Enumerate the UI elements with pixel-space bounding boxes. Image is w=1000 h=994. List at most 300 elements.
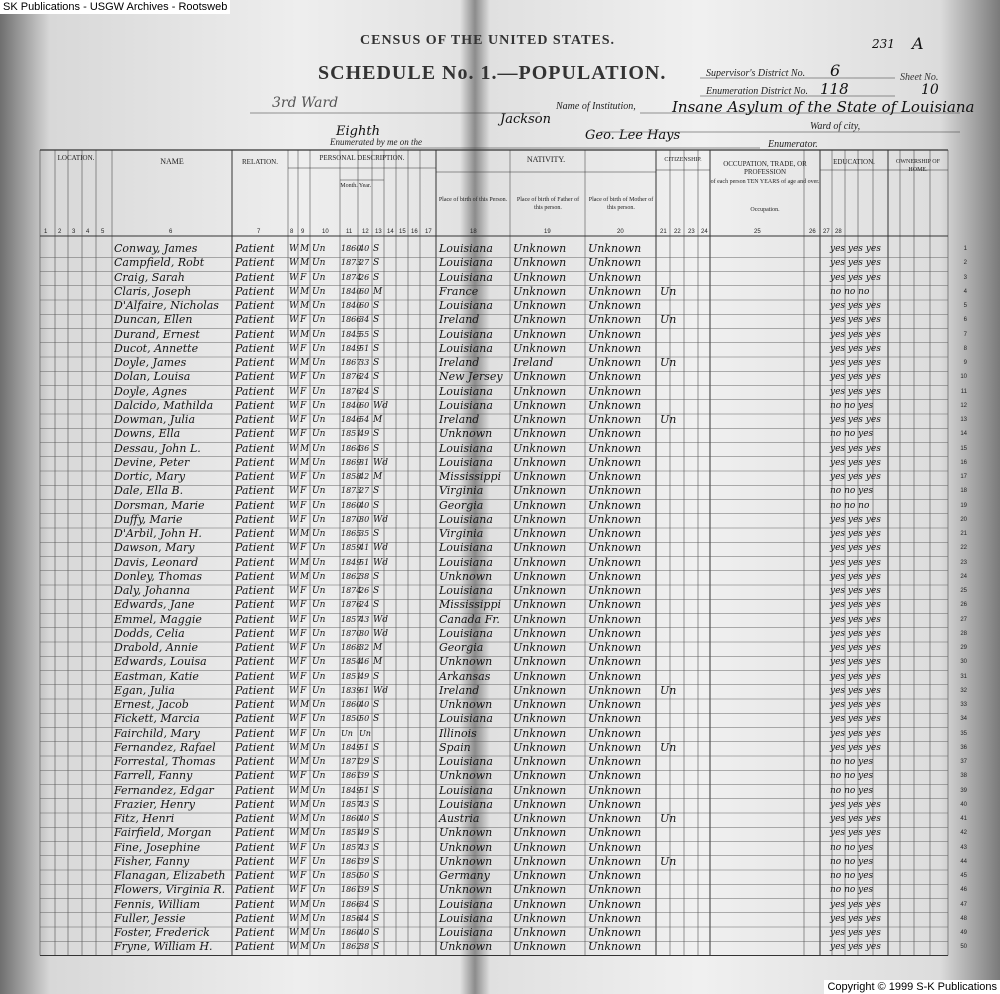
line-number: 14: [960, 431, 967, 438]
mother-birthplace-cell: Unknown: [588, 541, 642, 555]
relation-cell: Patient: [235, 797, 275, 811]
birth-month-cell: Un: [312, 415, 326, 425]
conjugal-cell: S: [373, 913, 380, 924]
line-number: 18: [960, 488, 967, 495]
education-cell: no no yes: [830, 785, 874, 796]
birth-month-cell: Un: [312, 315, 326, 326]
birthplace-cell: Germany: [439, 869, 490, 882]
sex-cell: F: [300, 500, 307, 511]
father-birthplace-cell: Unknown: [513, 626, 567, 640]
sex-cell: F: [300, 685, 307, 696]
person-name: D'Alfaire, Nicholas: [114, 299, 219, 312]
line-number: 49: [960, 930, 967, 936]
color-cell: W: [289, 771, 299, 782]
column-number: 25: [754, 229, 761, 235]
father-birthplace-cell: Unknown: [513, 783, 567, 797]
sex-cell: F: [300, 771, 307, 782]
age-cell: 49: [359, 671, 370, 681]
conjugal-cell: S: [373, 856, 380, 867]
age-cell: 51: [359, 557, 370, 567]
column-number: 24: [701, 229, 708, 235]
conjugal-cell: S: [373, 771, 380, 782]
birth-month-cell: Un: [312, 486, 326, 497]
age-cell: 34: [359, 899, 370, 909]
line-number: 32: [960, 687, 967, 694]
birthplace-cell: Unknown: [439, 569, 493, 583]
birth-month-cell: Un: [312, 614, 326, 625]
birth-year-cell: Un: [341, 728, 353, 738]
color-cell: W: [289, 628, 299, 639]
mother-birthplace-cell: Unknown: [588, 883, 642, 897]
column-ownership-header: OWNERSHIP OF HOME.: [896, 159, 940, 173]
line-number: 15: [960, 445, 967, 452]
person-name: Dodds, Celia: [114, 626, 185, 640]
conjugal-cell: S: [373, 443, 380, 454]
relation-cell: Patient: [235, 698, 275, 711]
birth-month-cell: Un: [312, 742, 326, 753]
person-name: Duffy, Marie: [114, 512, 183, 526]
education-cell: no no yes: [830, 856, 874, 867]
person-name: Craig, Sarah: [114, 270, 185, 284]
color-cell: W: [289, 301, 299, 311]
birthplace-cell: Unknown: [439, 698, 493, 711]
person-name: Fernandez, Rafael: [114, 740, 216, 754]
ward-label: Ward of city,: [810, 121, 861, 132]
sex-cell: F: [300, 728, 307, 739]
father-birthplace-cell: Unknown: [513, 313, 567, 327]
birthplace-cell: Unknown: [439, 655, 493, 669]
mother-birthplace-cell: Unknown: [588, 313, 642, 327]
column-number: 22: [674, 229, 681, 235]
line-number: 43: [960, 844, 967, 851]
sex-cell: F: [300, 856, 307, 867]
color-cell: W: [289, 329, 299, 340]
birth-month-cell: Un: [312, 272, 326, 283]
column-occupation-sub-header: of each person TEN YEARS of age and over.: [710, 179, 820, 185]
column-number: 8: [290, 229, 294, 235]
conjugal-cell: S: [373, 244, 380, 254]
sex-cell: F: [300, 628, 307, 639]
conjugal-cell: S: [373, 600, 380, 611]
birth-month-cell: Un: [312, 814, 326, 824]
conjugal-cell: S: [373, 942, 380, 953]
enumerator-label: Enumerator.: [768, 139, 818, 150]
father-birthplace-cell: Unknown: [513, 926, 567, 939]
conjugal-cell: S: [373, 814, 380, 824]
person-name: Devine, Peter: [114, 455, 190, 469]
person-name: Dalcido, Mathilda: [114, 398, 214, 412]
conjugal-cell: M: [373, 657, 383, 668]
education-cell: no no yes: [830, 871, 874, 881]
birth-year-cell: 1860: [341, 700, 362, 709]
conjugal-cell: Wd: [373, 614, 389, 625]
birthplace-cell: Arkansas: [439, 669, 491, 683]
sex-cell: M: [300, 457, 310, 468]
sex-cell: F: [300, 400, 307, 411]
birth-month-cell: Un: [312, 258, 326, 269]
father-birthplace-cell: Unknown: [513, 427, 567, 441]
sex-cell: F: [300, 372, 307, 383]
education-cell: yes yes yes: [830, 272, 881, 283]
birth-year-cell: 1866: [341, 899, 362, 909]
mother-birthplace-cell: Unknown: [588, 826, 642, 840]
birthplace-cell: Louisiana: [439, 270, 493, 284]
birth-month-cell: Un: [312, 913, 326, 924]
line-number: 3: [963, 274, 967, 281]
color-cell: W: [289, 415, 299, 425]
city-entry: Jackson: [500, 112, 551, 127]
line-number: 10: [960, 374, 967, 381]
birth-month-cell: Un: [312, 472, 326, 482]
relation-cell: Patient: [235, 783, 275, 797]
person-name: Ernest, Jacob: [114, 698, 189, 711]
sex-cell: M: [300, 258, 310, 269]
mother-birthplace-cell: Unknown: [588, 612, 642, 626]
color-cell: W: [289, 643, 299, 653]
education-cell: yes yes yes: [830, 600, 881, 611]
relation-cell: Patient: [235, 313, 275, 327]
birthplace-cell: Unknown: [439, 840, 493, 854]
mother-birthplace-cell: Unknown: [588, 370, 642, 384]
line-number: 16: [960, 459, 967, 466]
conjugal-cell: S: [373, 358, 380, 368]
conjugal-cell: S: [373, 828, 380, 839]
color-cell: W: [289, 657, 299, 668]
birth-month-cell: Un: [312, 871, 326, 881]
mother-birthplace-cell: Unknown: [588, 584, 642, 597]
sex-cell: F: [300, 586, 307, 596]
sex-cell: F: [300, 671, 307, 682]
line-number: 33: [960, 702, 967, 708]
column-number: 6: [169, 229, 173, 235]
age-cell: 51: [359, 785, 370, 795]
age-cell: 50: [359, 871, 370, 880]
line-number: 17: [960, 474, 967, 480]
person-name: D'Arbil, John H.: [114, 527, 202, 540]
age-cell: 60: [359, 286, 370, 296]
supervisor-district-label: Supervisor's District No.: [706, 68, 806, 79]
color-cell: W: [289, 757, 299, 767]
column-number: 7: [257, 229, 261, 235]
color-cell: W: [289, 343, 299, 354]
relation-cell: Patient: [235, 498, 275, 512]
person-name: Donley, Thomas: [114, 569, 202, 583]
relation-cell: Patient: [235, 826, 275, 840]
birthplace-cell: Spain: [439, 740, 471, 754]
age-cell: 32: [359, 643, 370, 652]
age-cell: 51: [359, 343, 370, 353]
relation-cell: Patient: [235, 527, 275, 540]
page-number: 231: [872, 37, 895, 51]
line-number: 29: [960, 645, 967, 651]
enumeration-date-label: Enumerated by me on the: [330, 137, 422, 147]
birth-year-cell: 1850: [341, 714, 362, 724]
mother-birthplace-cell: Unknown: [588, 555, 642, 569]
color-cell: W: [289, 856, 299, 867]
line-number: 36: [960, 744, 967, 751]
education-cell: yes yes yes: [830, 386, 881, 397]
birth-year-cell: 1854: [341, 657, 362, 667]
relation-cell: Patient: [235, 341, 275, 355]
relation-cell: Patient: [235, 299, 275, 312]
birth-year-cell: 1862: [341, 571, 362, 581]
column-number: 4: [86, 229, 90, 235]
sex-cell: F: [300, 885, 307, 896]
person-name: Ducot, Annette: [114, 341, 199, 355]
sex-cell: M: [300, 700, 310, 710]
conjugal-cell: Wd: [373, 628, 389, 639]
conjugal-cell: S: [373, 928, 380, 938]
mother-birthplace-cell: Unknown: [588, 926, 642, 939]
birthplace-cell: Ireland: [439, 356, 480, 369]
mother-birthplace-cell: Unknown: [588, 569, 642, 583]
birth-year-cell: 1876: [341, 600, 362, 610]
line-number: 38: [960, 773, 967, 780]
relation-cell: Patient: [235, 726, 275, 740]
father-birthplace-cell: Unknown: [513, 840, 567, 854]
mother-birthplace-cell: Unknown: [588, 698, 642, 711]
relation-cell: Patient: [235, 897, 275, 911]
line-number: 11: [960, 388, 967, 395]
birth-year-cell: 1867: [341, 358, 362, 367]
person-name: Doyle, Agnes: [114, 384, 187, 398]
conjugal-cell: S: [373, 429, 380, 440]
color-cell: W: [289, 600, 299, 611]
relation-cell: Patient: [235, 926, 275, 939]
birth-month-cell: Un: [312, 457, 326, 468]
education-cell: yes yes yes: [830, 614, 881, 625]
color-cell: W: [289, 714, 299, 725]
age-cell: 54: [359, 415, 370, 424]
sex-cell: F: [300, 543, 307, 554]
sex-cell: F: [300, 600, 307, 611]
birthplace-cell: Ireland: [439, 683, 480, 697]
color-cell: W: [289, 358, 299, 368]
conjugal-cell: S: [373, 500, 380, 511]
birth-year-cell: 1864: [341, 443, 362, 453]
birthplace-cell: Louisiana: [439, 299, 493, 312]
birth-year-cell: 1839: [341, 685, 362, 695]
relation-cell: Patient: [235, 555, 275, 569]
mother-birthplace-cell: Unknown: [588, 341, 642, 355]
father-birthplace-cell: Unknown: [513, 669, 567, 683]
color-cell: W: [289, 571, 299, 582]
age-cell: 39: [359, 771, 370, 781]
person-name: Edwards, Jane: [114, 598, 195, 612]
birth-year-cell: 1870: [341, 628, 362, 638]
relation-cell: Patient: [235, 370, 275, 384]
mother-birthplace-cell: Unknown: [588, 669, 642, 683]
person-name: Fuller, Jessie: [114, 911, 186, 925]
birth-month-cell: Un: [312, 343, 326, 354]
birth-year-cell: 1861: [341, 885, 362, 895]
column-number: 3: [72, 229, 76, 235]
line-number: 45: [960, 873, 967, 879]
column-number: 12: [362, 229, 369, 235]
birth-month-cell: Un: [312, 728, 326, 739]
color-cell: W: [289, 386, 299, 397]
birth-month-cell: Un: [312, 643, 326, 653]
father-birthplace-cell: Unknown: [513, 655, 567, 669]
age-cell: 44: [359, 913, 370, 923]
person-name: Downs, Ella: [114, 427, 181, 441]
mother-birthplace-cell: Unknown: [588, 712, 642, 726]
education-cell: yes yes yes: [830, 329, 881, 340]
birth-month-cell: Un: [312, 885, 326, 896]
line-number: 7: [963, 331, 967, 338]
person-name: Fernandez, Edgar: [114, 783, 214, 797]
sex-cell: F: [300, 415, 307, 425]
relation-cell: Patient: [235, 284, 275, 298]
father-birthplace-cell: Unknown: [513, 726, 567, 740]
column-year-header: Year.: [358, 183, 372, 189]
birthplace-cell: Georgia: [439, 641, 484, 654]
column-month-header: Month.: [340, 183, 358, 189]
age-cell: 49: [359, 828, 370, 838]
line-number: 42: [960, 830, 967, 837]
birthplace-cell: Unknown: [439, 826, 493, 840]
birthplace-cell: Louisiana: [439, 897, 493, 911]
father-birthplace-cell: Unknown: [513, 712, 567, 726]
birth-year-cell: 1865: [341, 529, 362, 538]
conjugal-cell: S: [373, 785, 380, 796]
citizenship-cell: Un: [660, 413, 677, 426]
person-name: Fickett, Marcia: [114, 712, 200, 726]
mother-birthplace-cell: Unknown: [588, 726, 642, 740]
relation-cell: Patient: [235, 584, 275, 597]
color-cell: W: [289, 557, 299, 568]
mother-birthplace-cell: Unknown: [588, 470, 642, 483]
birth-year-cell: 1849: [341, 557, 362, 567]
relation-cell: Patient: [235, 384, 275, 398]
column-number: 5: [101, 229, 105, 235]
age-cell: 49: [359, 429, 370, 439]
person-name: Farrell, Fanny: [114, 769, 193, 783]
birth-year-cell: 1876: [341, 386, 362, 396]
birth-year-cell: 1868: [341, 643, 362, 652]
person-name: Claris, Joseph: [114, 284, 192, 298]
relation-cell: Patient: [235, 612, 275, 626]
birthplace-cell: Unknown: [439, 854, 493, 868]
color-cell: W: [289, 443, 299, 454]
birth-year-cell: 1857: [341, 799, 362, 809]
mother-birthplace-cell: Unknown: [588, 384, 642, 398]
birth-month-cell: Un: [312, 529, 326, 539]
citizenship-cell: Un: [660, 356, 677, 369]
birth-year-cell: 1861: [341, 856, 362, 866]
birth-year-cell: 1856: [341, 913, 362, 923]
age-cell: 24: [359, 600, 370, 610]
conjugal-cell: S: [373, 757, 380, 767]
age-cell: 39: [359, 885, 370, 895]
father-birthplace-cell: Ireland: [513, 356, 554, 369]
conjugal-cell: S: [373, 671, 380, 682]
birthplace-cell: France: [439, 284, 479, 298]
line-number: 25: [960, 588, 967, 594]
birth-month-cell: Un: [312, 586, 326, 596]
birth-year-cell: 1869: [341, 457, 362, 467]
birth-month-cell: Un: [312, 301, 326, 311]
birth-year-cell: 1850: [341, 871, 362, 880]
color-cell: W: [289, 799, 299, 810]
enumeration-district-label: Enumeration District No.: [706, 86, 808, 97]
color-cell: W: [289, 272, 299, 283]
sex-cell: F: [300, 472, 307, 482]
conjugal-cell: S: [373, 372, 380, 383]
father-birthplace-cell: Unknown: [513, 498, 567, 512]
relation-cell: Patient: [235, 755, 275, 768]
father-birthplace-cell: Unknown: [513, 612, 567, 626]
conjugal-cell: S: [373, 586, 380, 596]
column-nativity-header: NATIVITY.: [526, 155, 566, 164]
color-cell: W: [289, 244, 299, 254]
education-cell: no no yes: [830, 757, 874, 767]
education-cell: no no yes: [830, 486, 874, 497]
column-number: 13: [375, 229, 382, 235]
color-cell: W: [289, 913, 299, 924]
birthplace-cell: Louisiana: [439, 455, 493, 469]
age-cell: 50: [359, 714, 370, 724]
birth-month-cell: Un: [312, 828, 326, 839]
relation-cell: Patient: [235, 840, 275, 854]
mother-birthplace-cell: Unknown: [588, 869, 642, 882]
birth-month-cell: Un: [312, 771, 326, 782]
age-cell: 36: [359, 443, 370, 453]
birth-month-cell: Un: [312, 358, 326, 368]
line-number: 20: [960, 516, 967, 523]
education-cell: yes yes yes: [830, 942, 881, 953]
relation-cell: Patient: [235, 455, 275, 469]
education-cell: yes yes yes: [830, 372, 881, 383]
birthplace-cell: Louisiana: [439, 584, 493, 597]
education-cell: yes yes yes: [830, 358, 881, 368]
conjugal-cell: S: [373, 272, 380, 283]
color-cell: W: [289, 400, 299, 411]
father-birthplace-cell: Unknown: [513, 555, 567, 569]
conjugal-cell: S: [373, 700, 380, 710]
person-name: Drabold, Annie: [114, 641, 198, 654]
institution-label: Name of Institution,: [556, 101, 636, 112]
age-cell: 24: [359, 386, 370, 396]
color-cell: W: [289, 742, 299, 753]
age-cell: 41: [359, 543, 370, 553]
color-cell: W: [289, 472, 299, 482]
relation-cell: Patient: [235, 327, 275, 341]
education-cell: yes yes yes: [830, 799, 881, 810]
column-number: 17: [425, 229, 432, 235]
person-name: Dessau, John L.: [114, 441, 201, 455]
relation-cell: Patient: [235, 769, 275, 783]
relation-cell: Patient: [235, 669, 275, 683]
color-cell: W: [289, 885, 299, 896]
birth-month-cell: Un: [312, 899, 326, 910]
birthplace-cell: Illinois: [439, 726, 477, 740]
sex-cell: F: [300, 343, 307, 354]
sex-cell: M: [300, 899, 310, 910]
color-cell: W: [289, 942, 299, 953]
column-citizenship-header: CITIZENSHIP.: [664, 157, 702, 163]
relation-cell: Patient: [235, 256, 275, 270]
enumeration-district-value: 118: [820, 80, 849, 98]
education-cell: yes yes yes: [830, 571, 881, 582]
age-cell: 42: [359, 472, 370, 481]
sex-cell: M: [300, 799, 310, 810]
place-entry: 3rd Ward: [272, 95, 339, 111]
person-name: Doyle, James: [114, 356, 187, 369]
conjugal-cell: S: [373, 529, 380, 539]
father-birthplace-cell: Unknown: [513, 484, 567, 498]
relation-cell: Patient: [235, 242, 275, 255]
